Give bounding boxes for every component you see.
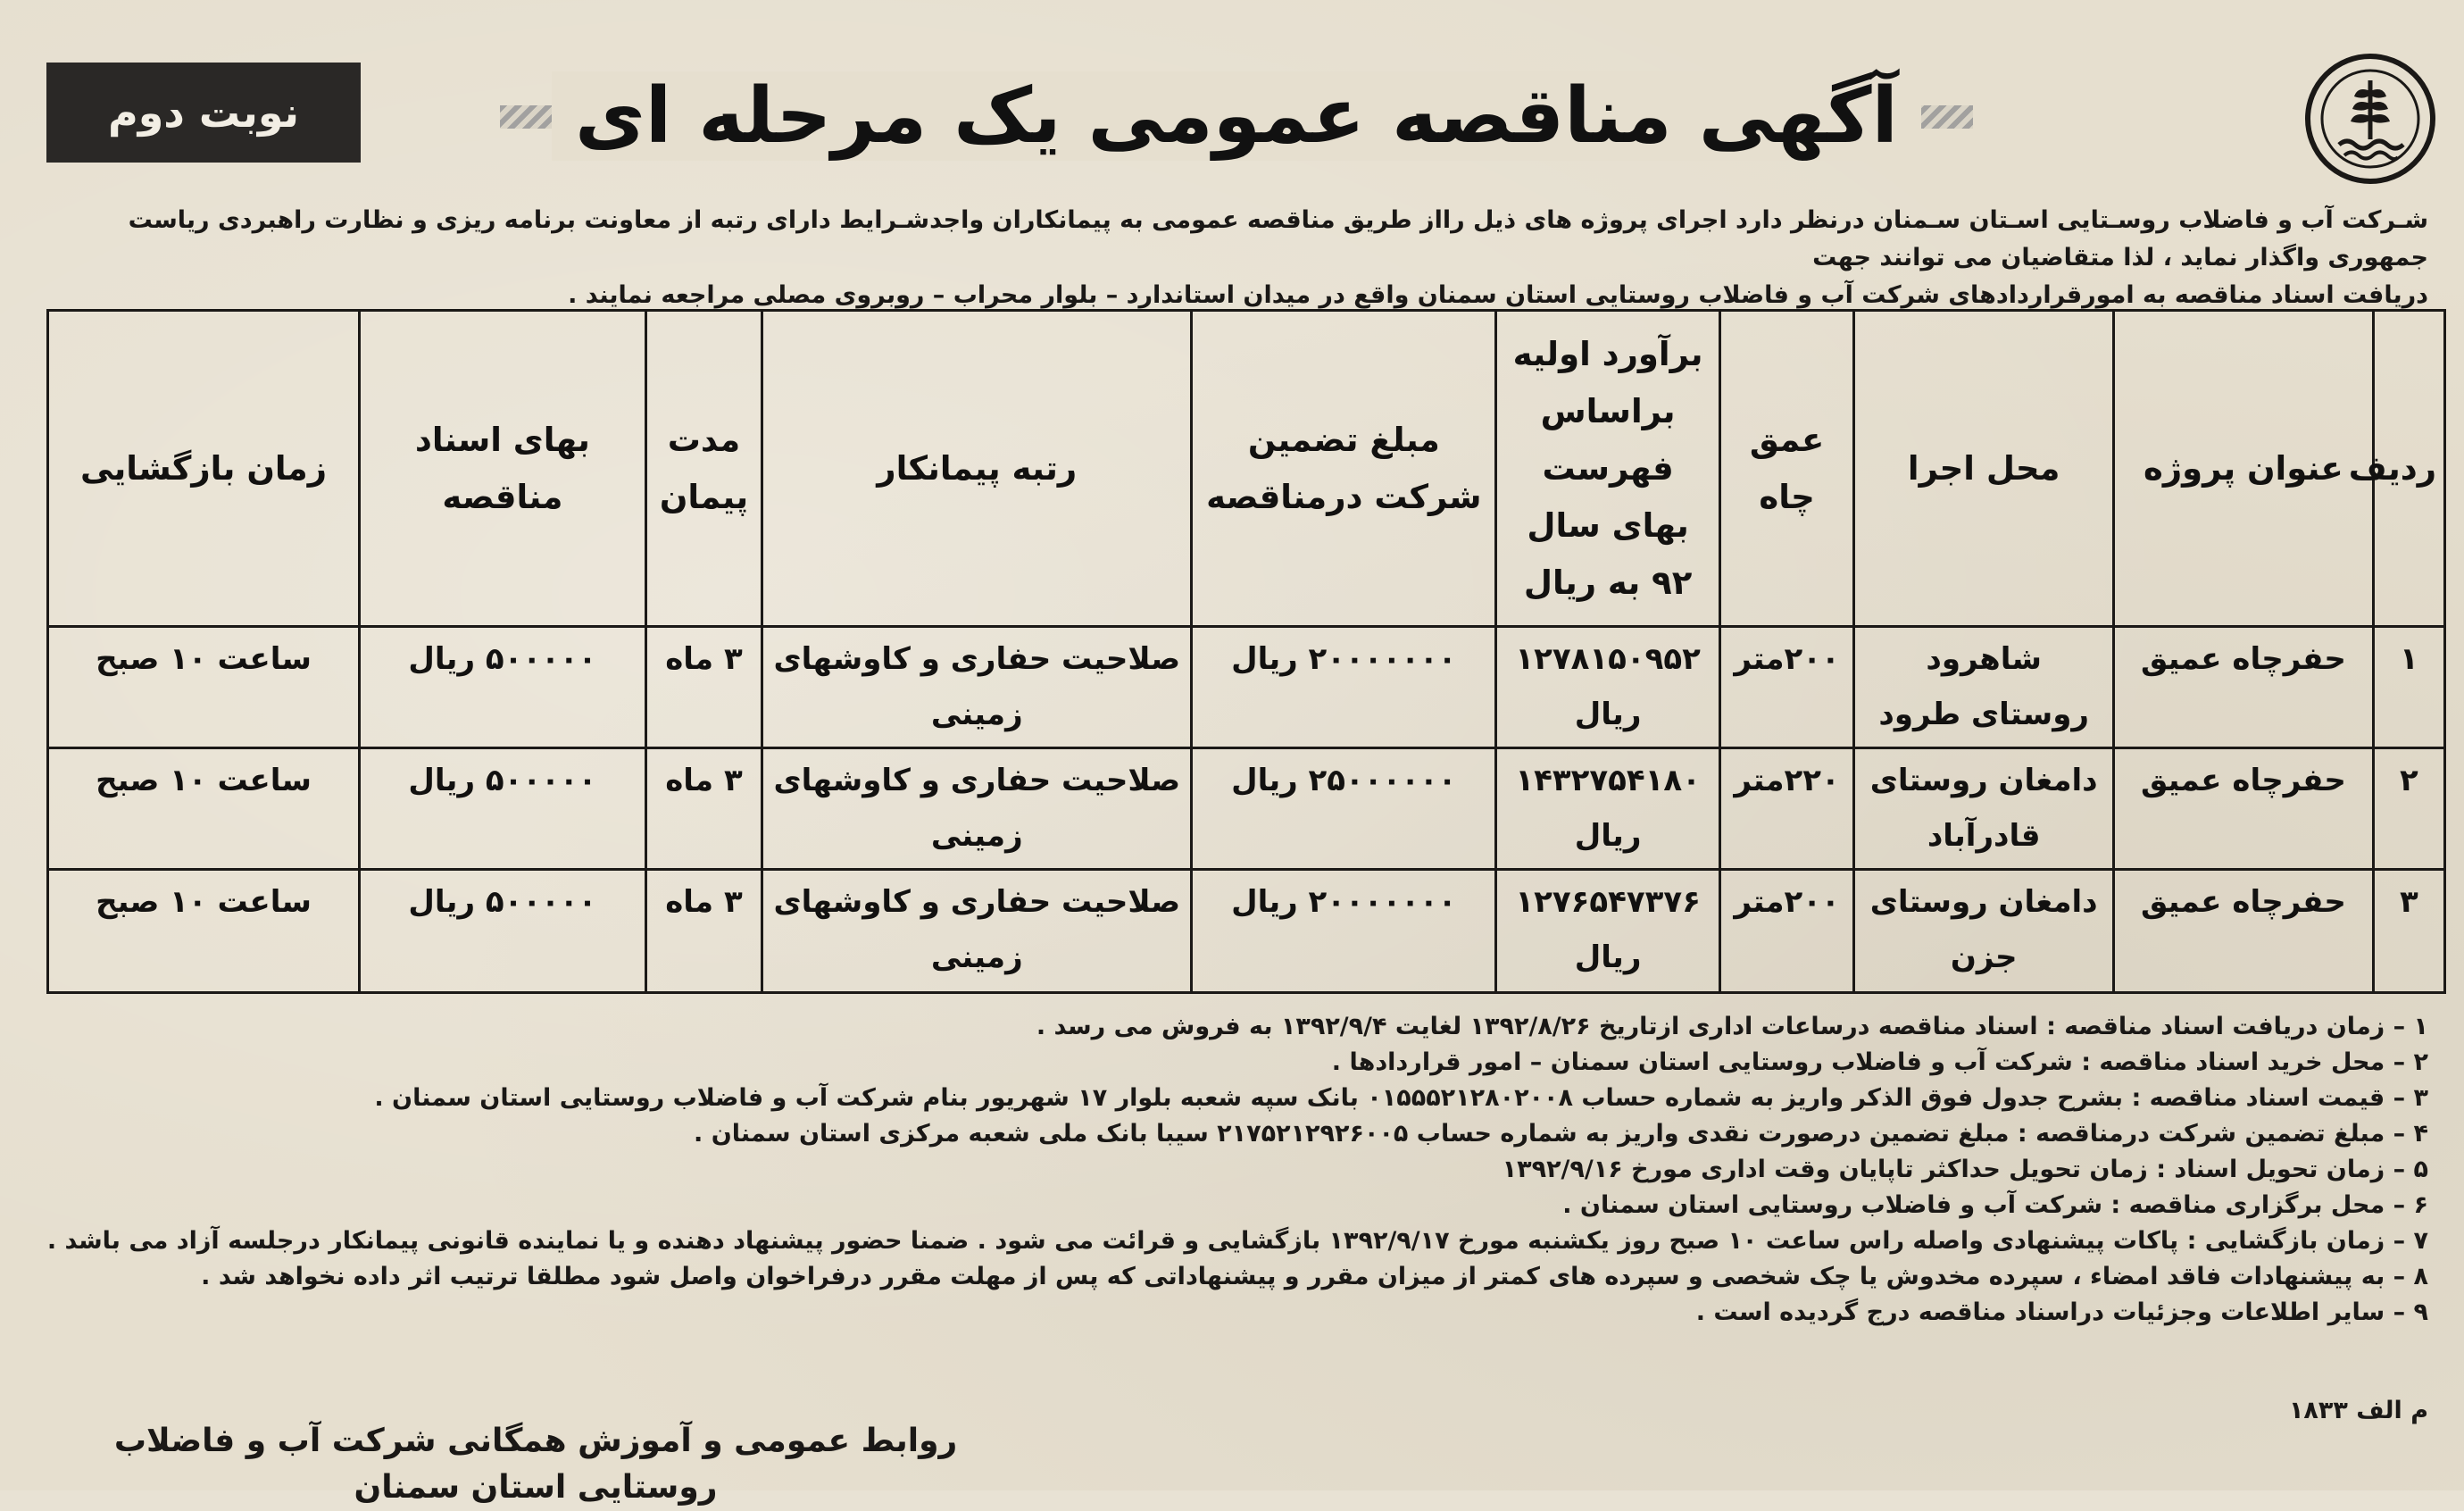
footer-signature: روابط عمومی و آموزش همگانی شرکت آب و فاضلاب روستایی استان سمنان	[113, 1423, 958, 1506]
cell-location: شاهرود روستای طرود	[1854, 627, 2114, 748]
cell-contract-duration: ۳ ماه	[645, 627, 762, 748]
cell-initial-estimate: ۱۲۷۸۱۵۰۹۵۲ ریال	[1496, 627, 1720, 748]
cell-project-title: حفرچاه عمیق	[2114, 627, 2374, 748]
tender-table	[46, 309, 2446, 994]
title-block	[500, 63, 1973, 170]
cell-well-depth: ۲۲۰متر	[1719, 748, 1853, 870]
cell-contractor-grade: صلاحیت حفاری و کاوشهای زمینی	[762, 870, 1192, 993]
cell-opening-time: ساعت ۱۰ صبح	[48, 627, 360, 748]
ad-code: م الف ۱۸۳۳	[2288, 1397, 2428, 1424]
cell-document-price: ۵۰۰۰۰۰ ریال	[359, 748, 645, 870]
cell-project-title: حفرچاه عمیق	[2114, 870, 2374, 993]
cell-location: دامغان روستای قادرآباد	[1854, 748, 2114, 870]
page-title: آگهی مناقصه عمومی یک مرحله ای	[500, 63, 1973, 170]
note-item: ۸ – به پیشنهادات فاقد امضاء ، سپرده مخدوش یا چک شخصی و سپرده های کمتر از میزان مقرر و پیشنهاداتی که پس از مهلت مقرر درفراخوان واصل شود مطلقا ترتیب اثر داده نخواهد شد .	[201, 1263, 2428, 1290]
header-location: محل اجرا	[1854, 311, 2114, 627]
intro-line-2: دریافت اسناد مناقصه به امورقراردادهای شرکت آب و فاضلاب روستایی استان سمنان واقع در میدان استاندارد – بلوار محراب – روبروی مصلی مراجعه نمایند .	[568, 281, 2428, 309]
note-item: ۶ – محل برگزاری مناقصه : شرکت آب و فاضلاب روستایی استان سمنان .	[1562, 1191, 2428, 1219]
header-initial-estimate: برآورد اولیه براساس فهرست بهای سال ۹۲ به ریال	[1496, 311, 1720, 627]
cell-contract-duration: ۳ ماه	[645, 870, 762, 993]
cell-guarantee-amount: ۲۰۰۰۰۰۰۰ ریال	[1192, 627, 1496, 748]
table-header-row	[48, 311, 2445, 627]
header-contractor-grade: رتبه پیمانکار	[762, 311, 1192, 627]
cell-opening-time: ساعت ۱۰ صبح	[48, 870, 360, 993]
cell-location: دامغان روستای جزن	[1854, 870, 2114, 993]
cell-guarantee-amount: ۲۰۰۰۰۰۰۰ ریال	[1192, 870, 1496, 993]
cell-contractor-grade: صلاحیت حفاری و کاوشهای زمینی	[762, 748, 1192, 870]
wheat-water-logo-icon	[2303, 52, 2437, 186]
note-item: ۳ – قیمت اسناد مناقصه : بشرح جدول فوق الذکر واریز به شماره حساب ۰۱۵۵۵۲۱۲۸۰۲۰۰۸ بانک سپه شعبه بلوار ۱۷ شهریور بنام شرکت آب و فاضلاب روستایی استان سمنان .	[374, 1084, 2428, 1112]
cell-contract-duration: ۳ ماه	[645, 748, 762, 870]
header-contract-duration: مدت پیمان	[645, 311, 762, 627]
cell-row-number: ۱	[2373, 627, 2444, 748]
cell-document-price: ۵۰۰۰۰۰ ریال	[359, 627, 645, 748]
header-well-depth: عمق چاه	[1719, 311, 1853, 627]
cell-project-title: حفرچاه عمیق	[2114, 748, 2374, 870]
header-row-number: ردیف	[2373, 311, 2444, 627]
note-item: ۲ – محل خرید اسناد مناقصه : شرکت آب و فاضلاب روستایی استان سمنان – امور قراردادها .	[1331, 1048, 2428, 1076]
cell-opening-time: ساعت ۱۰ صبح	[48, 748, 360, 870]
cell-contractor-grade: صلاحیت حفاری و کاوشهای زمینی	[762, 627, 1192, 748]
table-row	[48, 748, 2445, 870]
note-item: ۷ – زمان بازگشایی : پاکات پیشنهادی واصله راس ساعت ۱۰ صبح روز یکشنبه مورخ ۱۳۹۲/۹/۱۷ بازگشایی و قرائت می شود . ضمنا حضور پیشنهاد دهنده و یا نماینده قانونی پیمانکار درجلسه آزاد می باشد .	[46, 1227, 2428, 1255]
note-item: ۱ – زمان دریافت اسناد مناقصه : اسناد مناقصه درساعات اداری ازتاریخ ۱۳۹۲/۸/۲۶ لغایت ۱۳۹۲/۹/۴ به فروش می رسد .	[1036, 1013, 2428, 1040]
header-guarantee-amount: مبلغ تضمین شرکت درمناقصه	[1192, 311, 1496, 627]
table-row	[48, 870, 2445, 993]
notes-list	[36, 1009, 2428, 1331]
note-item: ۹ – سایر اطلاعات وجزئیات دراسناد مناقصه درج گردیده است .	[1695, 1298, 2428, 1326]
cell-guarantee-amount: ۲۵۰۰۰۰۰۰ ریال	[1192, 748, 1496, 870]
cell-well-depth: ۲۰۰متر	[1719, 627, 1853, 748]
tender-table-wrap	[46, 309, 2446, 991]
table-row	[48, 627, 2445, 748]
cell-well-depth: ۲۰۰متر	[1719, 870, 1853, 993]
header-project-title: عنوان پروژه	[2114, 311, 2374, 627]
note-item: ۴ – مبلغ تضمین شرکت درمناقصه : مبلغ تضمین درصورت نقدی واریز به شماره حساب ۲۱۷۵۲۱۲۹۲۶۰۰۵ سیبا بانک ملی شعبه مرکزی استان سمنان .	[694, 1120, 2428, 1148]
cell-document-price: ۵۰۰۰۰۰ ریال	[359, 870, 645, 993]
round-badge: نوبت دوم	[46, 63, 361, 163]
cell-initial-estimate: ۱۲۷۶۵۴۷۳۷۶ ریال	[1496, 870, 1720, 993]
intro-paragraph	[36, 202, 2428, 314]
header-opening-time: زمان بازگشایی	[48, 311, 360, 627]
header-document-price: بهای اسناد مناقصه	[359, 311, 645, 627]
note-item: ۵ – زمان تحویل اسناد : زمان تحویل حداکثر تاپایان وقت اداری مورخ ۱۳۹۲/۹/۱۶	[1502, 1156, 2428, 1183]
intro-line-1: شـرکت آب و فاضلاب روسـتایی اسـتان سـمنان درنظر دارد اجرای پروژه های ذیل رااز طریق مناقصه عمومی به پیمانکاران واجدشـرایط دارای رتبه از معاونت برنامه ریزی و نظارت راهبردی ریاست جمهوری واگذار نماید ، لذا متقاضیان می توانند جهت	[128, 206, 2428, 271]
cell-initial-estimate: ۱۴۳۲۷۵۴۱۸۰ ریال	[1496, 748, 1720, 870]
cell-row-number: ۲	[2373, 748, 2444, 870]
cell-row-number: ۳	[2373, 870, 2444, 993]
